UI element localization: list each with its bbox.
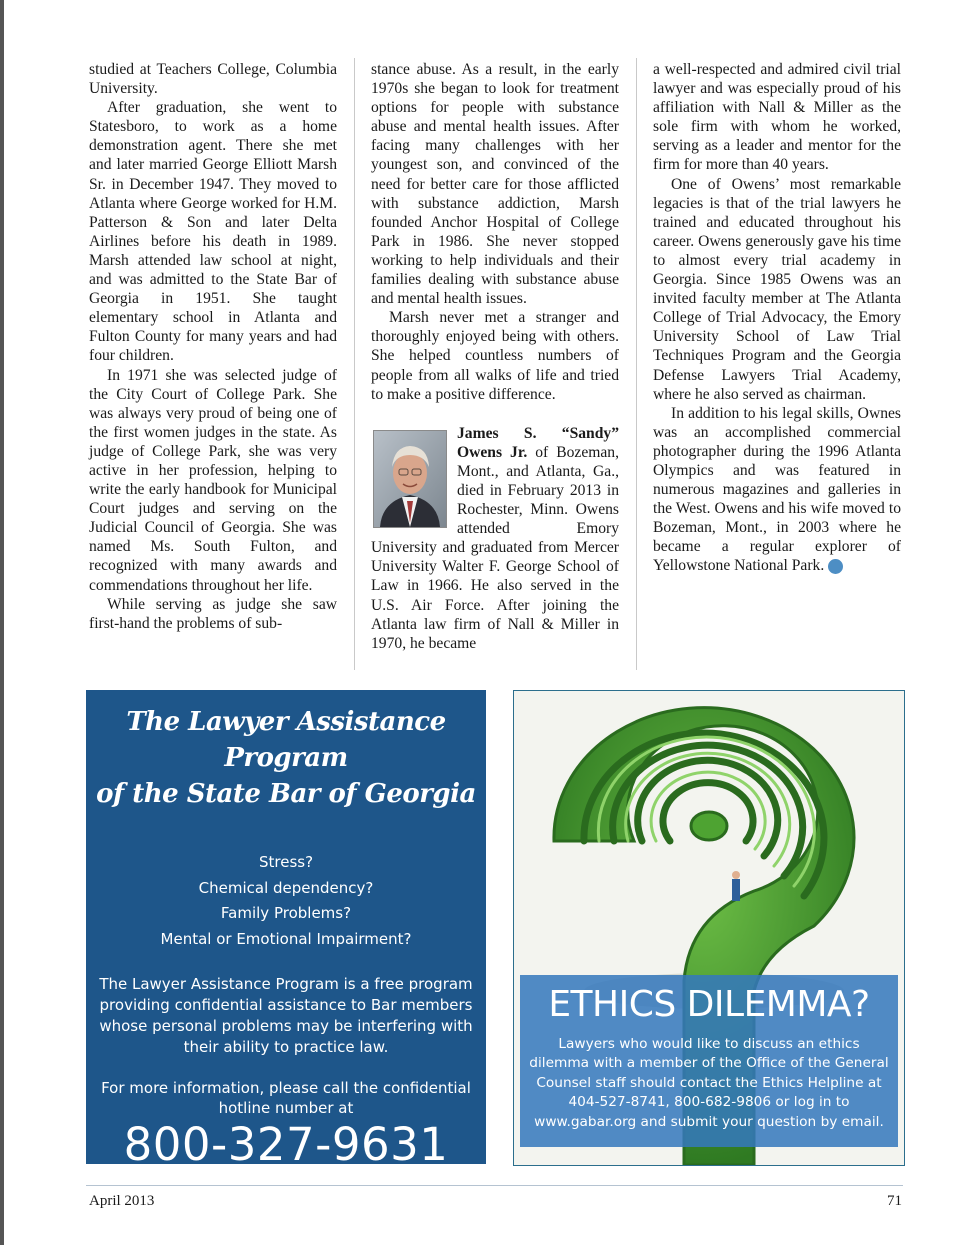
paragraph: In 1971 she was selected judge of the City Court of College Park. She was always very proud of being one of the first women judges in the state. As judge of College Park, she was very active in her profession, helping to write the early handbook for Municipal Court judges and serving on the Judicial Council of Georgia. She was named Ms. South Fulton, and recognized with many awards and commendations throughout her life. (89, 366, 337, 594)
lap-question: Mental or Emotional Impairment? (160, 929, 412, 948)
lap-question: Chemical dependency? (198, 878, 374, 897)
column-1 (89, 60, 337, 633)
lap-title-line-1: The Lawyer Assistance Program (126, 707, 446, 773)
footer-divider (86, 1185, 903, 1186)
lawyer-assistance-program-ad (86, 690, 486, 1171)
ethics-title: ETHICS DILEMMA? (548, 984, 870, 1025)
paragraph: After graduation, she went to Statesboro, to work as a home demonstration agent. There she met and later married George Elliott Marsh Sr. in December 1947. They moved to Atlanta where George worked for H.M. Patterson & Son and later Delta Airlines before his death in 1989. Marsh attended law school at night, and was admitted to the State Bar of Georgia in 1951. She taught elementary school in Atlanta and Fulton County for many years and had four children. (89, 99, 337, 365)
paragraph: a well-respected and admired civil trial lawyer and was especially proud of his affiliation with Nall & Miller as the sole firm with whom he worked, serving as a leader and mentor for the firm for more than 40 years. (653, 61, 901, 174)
ethics-body: Lawyers who would like to discuss an ethics dilemma with a member of the Office of the General Counsel staff should contact the Ethics Helpline at 404-527-8741, 800-682-9806 or log in to www.gabar.org and submit your question by email. (529, 1036, 889, 1130)
paragraph-text: In addition to his legal skills, Ownes was an accomplished commercial photographer during the 1996 Atlanta Olympics and was featured in numerous magazines and galleries in the West. Owens and his wife moved to Bozeman, Mont., in 2003 where he became a regular explorer of Yellowstone National Park. (653, 404, 901, 575)
gbj-end-mark-icon: GBJ (828, 559, 843, 574)
footer-date: April 2013 (89, 1193, 155, 1209)
lap-questions (86, 850, 486, 952)
paragraph: Marsh never met a stranger and thoroughly enjoyed being with others. She helped countless numbers of people from all walks of life and tried to make a positive difference. (371, 309, 619, 403)
lap-question: Family Problems? (220, 904, 352, 923)
page-spine (0, 0, 4, 1245)
lap-body: The Lawyer Assistance Program is a free program providing confidential assistance to Bar members whose personal problems may be interfering with their ability to practice law. (99, 975, 473, 1056)
column-2 (371, 60, 619, 653)
column-divider (636, 58, 637, 670)
column-3 (653, 60, 901, 576)
paragraph: studied at Teachers College, Columbia University. (89, 61, 337, 98)
page-number: 71 (887, 1193, 902, 1209)
ethics-dilemma-ad (513, 690, 905, 1166)
lap-title-line-2: of the State Bar of Georgia (96, 779, 476, 809)
paragraph (653, 404, 901, 576)
lap-question: Stress? (258, 853, 314, 871)
lap-phone-number: 800-327-9631 (123, 1117, 449, 1171)
ethics-text-panel (520, 975, 898, 1147)
paragraph: While serving as judge she saw first-hand the problems of sub- (89, 595, 337, 632)
owens-portrait-photo (373, 430, 447, 528)
paragraph: One of Owens’ most remarkable legacies is that of the trial lawyers he trained and educated throughout his career. Owens generously gave his time to almost every trial academy in Georgia. Since 1985 Owens was an invited faculty member at The Atlanta College of Trial Advocacy, the Emory University School of Law Trial Techniques Program and the Georgia Defense Lawyers Trial Academy, where he also served as chairman. (653, 175, 901, 403)
lap-info: For more information, please call the confidential hotline number at (101, 1078, 471, 1118)
lap-title (86, 704, 486, 812)
obituary-name: James S. “Sandy” Owens Jr. (457, 424, 619, 461)
column-divider (354, 58, 355, 670)
obituary-text: of Bozeman, Mont., and Atlanta, Ga., died in February 2013 in Rochester, Minn. Owens attended Emory University and graduated from Mercer University Walter F. George School of Law in 1966. He also served in the U.S. Air Force. After joining the Atlanta law firm of Nall & Miller in 1970, he became (371, 443, 619, 652)
obituary-paragraph (371, 424, 619, 653)
paragraph: stance abuse. As a result, in the early 1970s she began to look for treatment options for people with substance abuse and mental health issues. After facing many challenges with her youngest son, and convinced of the need for better care for those afflicted with substance addiction, Marsh founded Anchor Hospital of College Park in 1986. She never stopped working to help individuals and their families dealing with substance abuse and mental health issues. (371, 61, 619, 308)
